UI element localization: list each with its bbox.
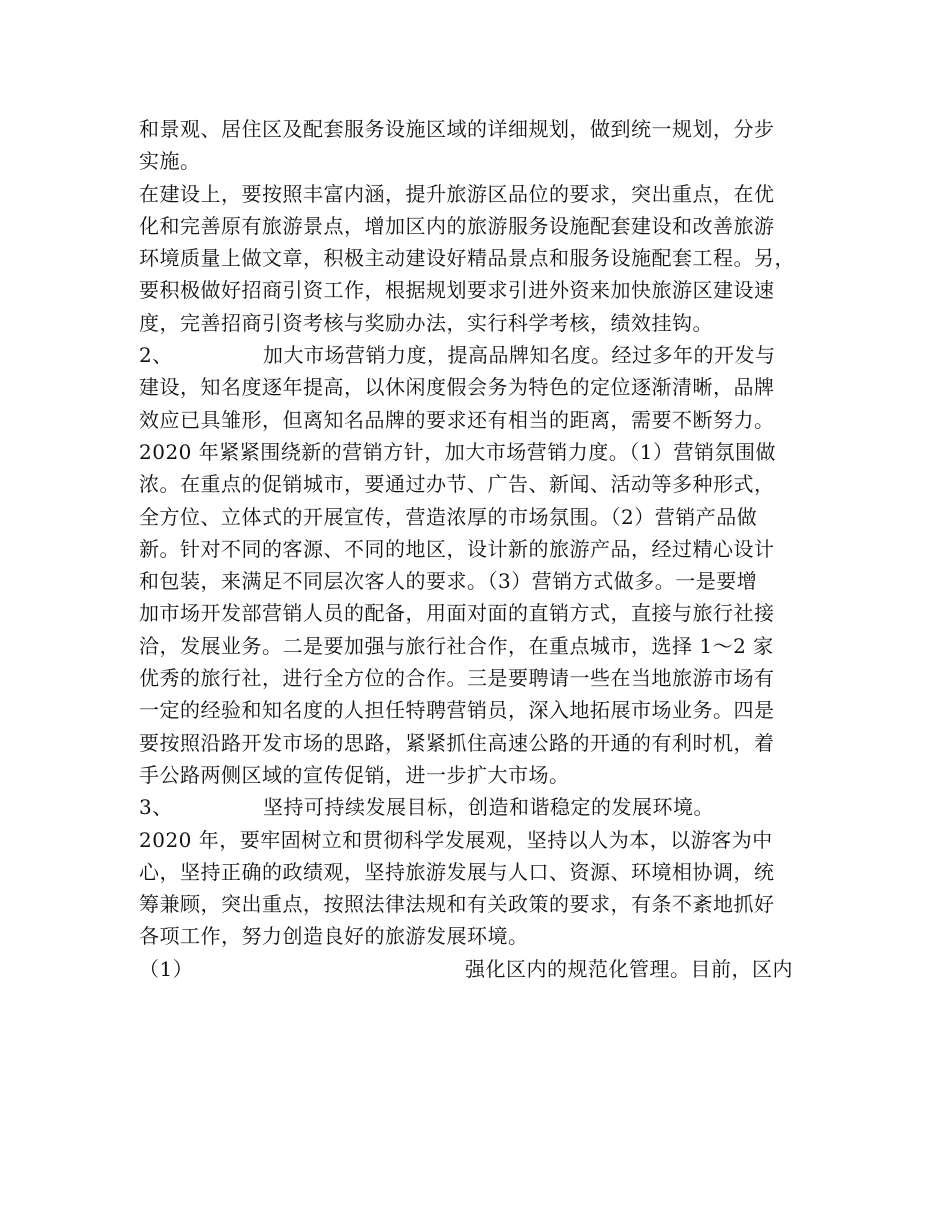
paragraph-line: 建设，知名度逐年提高，以休闲度假会务为特色的定位逐渐清晰，品牌	[139, 375, 775, 400]
paragraph-line: 心，坚持正确的政绩观，坚持旅游发展与人口、资源、环境相协调，统	[139, 859, 775, 884]
paragraph-line: 效应已具雏形，但离知名品牌的要求还有相当的距离，需要不断努力。	[139, 407, 775, 432]
paragraph-line: 2020 年，要牢固树立和贯彻科学发展观，坚持以人为本，以游客为中	[139, 827, 773, 852]
paragraph-line: 在建设上，要按照丰富内涵，提升旅游区品位的要求，突出重点，在优	[139, 181, 775, 206]
paragraph-line: 和景观、居住区及配套服务设施区域的详细规划，做到统一规划，分步	[139, 117, 775, 141]
paragraph-line: 实施。	[139, 149, 201, 174]
section-3-heading	[139, 791, 839, 823]
paragraph-line: 要积极做好招商引资工作，根据规划要求引进外资来加快旅游区建设速	[139, 278, 775, 303]
section-2-heading	[139, 339, 839, 371]
paragraph-line: 加市场开发部营销人员的配备，用面对面的直销方式，直接与旅行社接	[139, 601, 775, 626]
paragraph-line: 优秀的旅行社，进行全方位的合作。三是要聘请一些在当地旅游市场有	[139, 666, 775, 691]
document-body	[139, 113, 839, 985]
paragraph-line: 要按照沿路开发市场的思路，紧紧抓住高速公路的开通的有利时机，着	[139, 730, 775, 755]
section-2-title: 加大市场营销力度，提高品牌知名度。经过多年的开发与	[263, 343, 776, 368]
paragraph-line: 筹兼顾，突出重点，按照法律法规和有关政策的要求，有条不紊地抓好	[139, 892, 775, 917]
section-3-number: 3、	[139, 795, 173, 820]
paragraph-line: 一定的经验和知名度的人担任特聘营销员，深入地拓展市场业务。四是	[139, 698, 775, 723]
paragraph-line: 各项工作，努力创造良好的旅游发展环境。	[139, 924, 529, 949]
paragraph-line: 浓。在重点的促销城市，要通过办节、广告、新闻、活动等多种形式，	[139, 472, 775, 497]
paragraph-line: 环境质量上做文章，积极主动建设好精品景点和服务设施配套工程。另，	[139, 246, 795, 271]
paragraph-line: 和包装，来满足不同层次客人的要求。（3）营销方式做多。一是要增	[139, 569, 758, 594]
paragraph-line: 洽，发展业务。二是要加强与旅行社合作，在重点城市，选择 1～2 家	[139, 633, 774, 658]
section-3-title: 坚持可持续发展目标，创造和谐稳定的发展环境。	[263, 795, 714, 820]
paragraph-line: 2020 年紧紧围绕新的营销方针，加大市场营销力度。（1）营销氛围做	[139, 439, 776, 464]
paragraph-line: 新。针对不同的客源、不同的地区，设计新的旅游产品，经过精心设计	[139, 536, 775, 561]
subsection-1-heading	[139, 953, 839, 985]
paragraph-line: 手公路两侧区域的宣传促销，进一步扩大市场。	[139, 762, 570, 787]
section-2-number: 2、	[139, 343, 173, 368]
subsection-1-title: 强化区内的规范化管理。目前，区内	[465, 956, 793, 981]
paragraph-line: 化和完善原有旅游景点，增加区内的旅游服务设施配套建设和改善旅游	[139, 213, 775, 238]
subsection-1-number: （1）	[139, 956, 194, 981]
paragraph-line: 度，完善招商引资考核与奖励办法，实行科学考核，绩效挂钩。	[139, 310, 713, 335]
paragraph-line: 全方位、立体式的开展宣传，营造浓厚的市场氛围。（2）营销产品做	[139, 504, 758, 529]
